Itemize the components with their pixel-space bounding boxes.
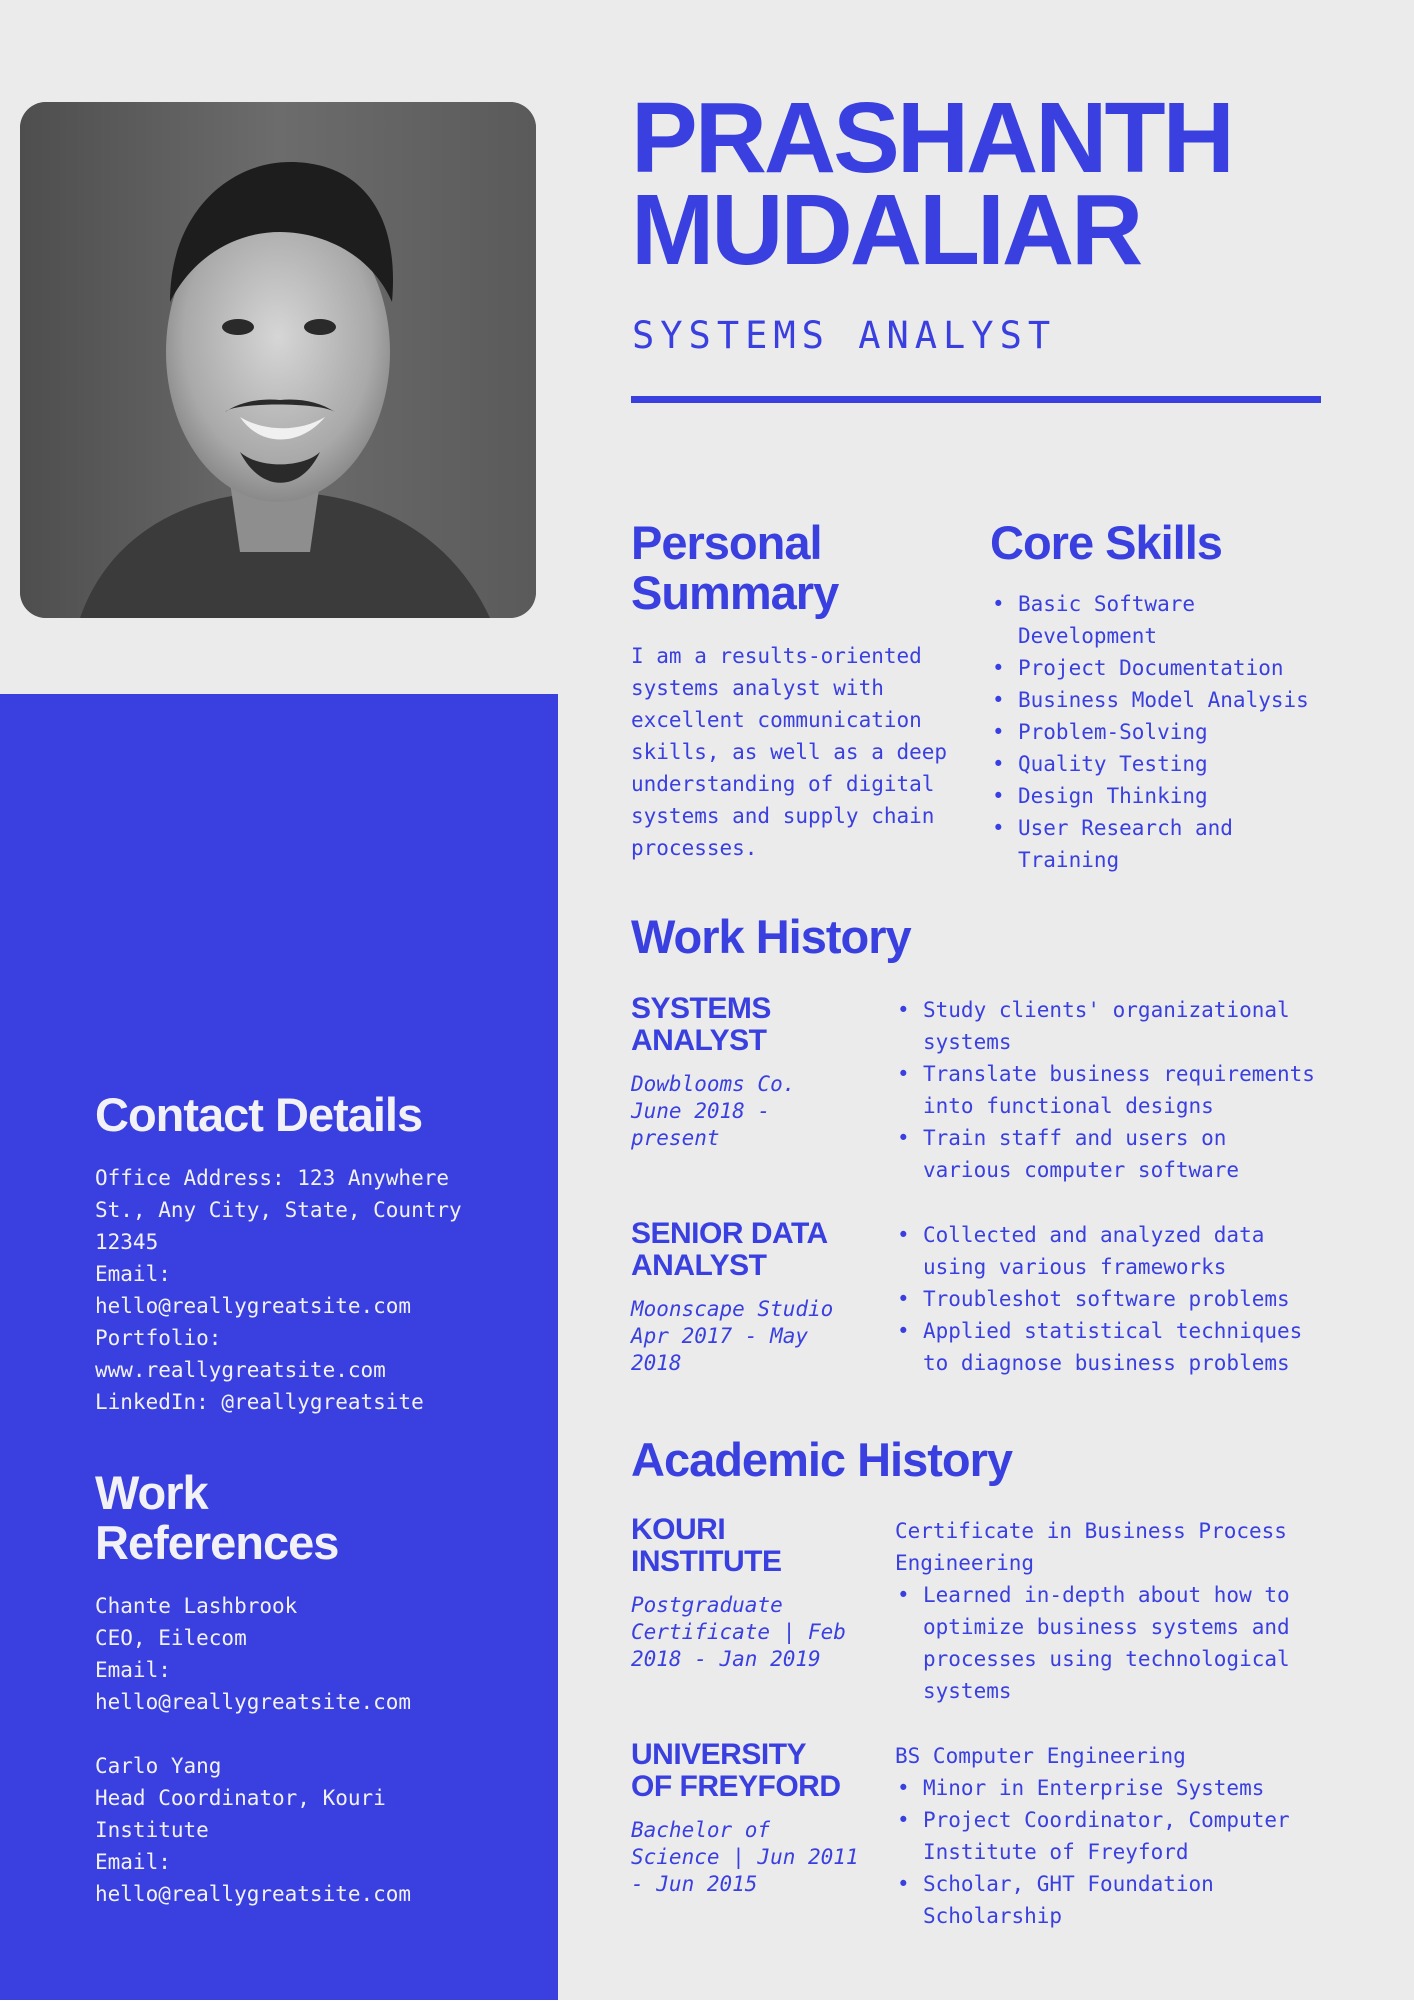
- list-item: • Business Model Analysis: [990, 684, 1320, 716]
- reference-role: CEO, Eilecom: [95, 1626, 247, 1650]
- heading-line: Summary: [631, 566, 839, 619]
- job-bullets: [895, 1219, 1325, 1379]
- academic-history-heading: Academic History: [631, 1433, 1013, 1486]
- school-bullets: [895, 1579, 1325, 1707]
- portrait-image: [20, 102, 536, 618]
- heading-line: Work: [95, 1466, 208, 1519]
- school-entry-left: [631, 1514, 871, 1673]
- heading-line: Personal: [631, 516, 822, 569]
- school-meta-line: Bachelor of: [631, 1818, 771, 1842]
- reference-entry: [95, 1590, 535, 1718]
- school-name-line: UNIVERSITY: [631, 1738, 807, 1771]
- list-item: • Quality Testing: [990, 748, 1320, 780]
- reference-email: hello@reallygreatsite.com: [95, 1690, 412, 1714]
- job-meta: [631, 1071, 871, 1152]
- contact-line: Office Address: 123 Anywhere: [95, 1166, 450, 1190]
- heading-line: References: [95, 1516, 339, 1569]
- personal-summary-heading: [631, 518, 951, 618]
- school-name: [631, 1514, 871, 1578]
- school-details: [895, 1515, 1325, 1707]
- personal-summary-section: [631, 518, 951, 864]
- list-item: • Translate business requirements into functional designs: [895, 1058, 1325, 1122]
- job-period: 2018: [631, 1351, 682, 1375]
- contact-line: Portfolio:: [95, 1326, 222, 1350]
- list-item: • Minor in Enterprise Systems: [895, 1772, 1325, 1804]
- degree-name: Certificate in Business Process Engineering: [895, 1519, 1287, 1575]
- profile-photo: [20, 102, 536, 618]
- contact-line: St., Any City, State, Country: [95, 1198, 462, 1222]
- degree-name: BS Computer Engineering: [895, 1744, 1186, 1768]
- list-item: • Train staff and users on various computer software: [895, 1122, 1325, 1186]
- school-name-line: OF FREYFORD: [631, 1770, 841, 1803]
- contact-details-heading: Contact Details: [95, 1088, 423, 1141]
- job-entry-left: [631, 993, 871, 1152]
- job-title: [631, 1218, 871, 1282]
- reference-name: Chante Lashbrook: [95, 1594, 298, 1618]
- school-name-line: INSTITUTE: [631, 1545, 782, 1578]
- school-meta-line: Certificate | Feb: [631, 1620, 846, 1644]
- work-references-heading: [95, 1468, 535, 1568]
- school-meta-line: - Jun 2015: [631, 1872, 758, 1896]
- company-name: Moonscape Studio: [631, 1297, 834, 1321]
- contact-linkedin: LinkedIn: @reallygreatsite: [95, 1390, 424, 1414]
- work-history-heading: Work History: [631, 910, 911, 963]
- list-item: • Design Thinking: [990, 780, 1320, 812]
- job-title-line: SENIOR DATA: [631, 1217, 828, 1250]
- core-skills-list: [990, 588, 1320, 876]
- school-entry-left: [631, 1739, 871, 1898]
- school-meta-line: Postgraduate: [631, 1593, 783, 1617]
- list-item: • User Research and Training: [990, 812, 1320, 876]
- job-entry-left: [631, 1218, 871, 1377]
- reference-role: Head Coordinator, Kouri: [95, 1786, 386, 1810]
- first-name: PRASHANTH: [631, 82, 1232, 194]
- reference-name: Carlo Yang: [95, 1754, 222, 1778]
- work-references-section: [95, 1468, 535, 1910]
- company-name: Dowblooms Co.: [631, 1072, 796, 1096]
- job-bullets: [895, 994, 1325, 1186]
- reference-line: Email:: [95, 1658, 171, 1682]
- full-name: [631, 82, 1351, 286]
- list-item: • Problem-Solving: [990, 716, 1320, 748]
- reference-entry: [95, 1750, 535, 1910]
- job-title: [631, 993, 871, 1057]
- school-bullets: [895, 1772, 1325, 1932]
- list-item: • Troubleshot software problems: [895, 1283, 1325, 1315]
- header-divider: [631, 396, 1321, 403]
- contact-details-section: [95, 1090, 535, 1418]
- list-item: • Collected and analyzed data using various frameworks: [895, 1219, 1325, 1283]
- school-name: [631, 1739, 871, 1803]
- school-meta-line: Science | Jun 2011: [631, 1845, 859, 1869]
- core-skills-heading: Core Skills: [990, 516, 1222, 569]
- job-role: SYSTEMS ANALYST: [632, 314, 1057, 357]
- job-title-line: ANALYST: [631, 1249, 767, 1282]
- personal-summary-text: I am a results-oriented systems analyst with excellent communication skills, as well as a deep understanding of digital systems and supply chain processes.: [631, 644, 948, 860]
- school-details: [895, 1740, 1325, 1932]
- reference-line: Email:: [95, 1850, 171, 1874]
- job-title-line: ANALYST: [631, 1024, 767, 1057]
- contact-portfolio: www.reallygreatsite.com: [95, 1358, 386, 1382]
- contact-line: Email:: [95, 1262, 171, 1286]
- list-item: • Project Coordinator, Computer Institute of Freyford: [895, 1804, 1325, 1868]
- school-meta-line: 2018 - Jan 2019: [631, 1647, 821, 1671]
- list-item: • Basic Software Development: [990, 588, 1320, 652]
- contact-line: 12345: [95, 1230, 159, 1254]
- reference-line: Institute: [95, 1818, 209, 1842]
- job-period: present: [631, 1126, 720, 1150]
- list-item: • Study clients' organizational systems: [895, 994, 1325, 1058]
- school-name-line: KOURI: [631, 1513, 726, 1546]
- list-item: • Project Documentation: [990, 652, 1320, 684]
- job-period: Apr 2017 - May: [631, 1324, 809, 1348]
- list-item: • Applied statistical techniques to diagnose business problems: [895, 1315, 1325, 1379]
- contact-email: hello@reallygreatsite.com: [95, 1294, 412, 1318]
- school-meta: [631, 1817, 871, 1898]
- list-item: • Learned in-depth about how to optimize business systems and processes using technological systems: [895, 1579, 1325, 1707]
- job-period: June 2018 -: [631, 1099, 771, 1123]
- contact-details-text: [95, 1162, 535, 1418]
- reference-email: hello@reallygreatsite.com: [95, 1882, 412, 1906]
- list-item: • Scholar, GHT Foundation Scholarship: [895, 1868, 1325, 1932]
- school-meta: [631, 1592, 871, 1673]
- job-title-line: SYSTEMS: [631, 992, 771, 1025]
- job-meta: [631, 1296, 871, 1377]
- last-name: MUDALIAR: [631, 174, 1141, 286]
- core-skills-section: [990, 518, 1320, 876]
